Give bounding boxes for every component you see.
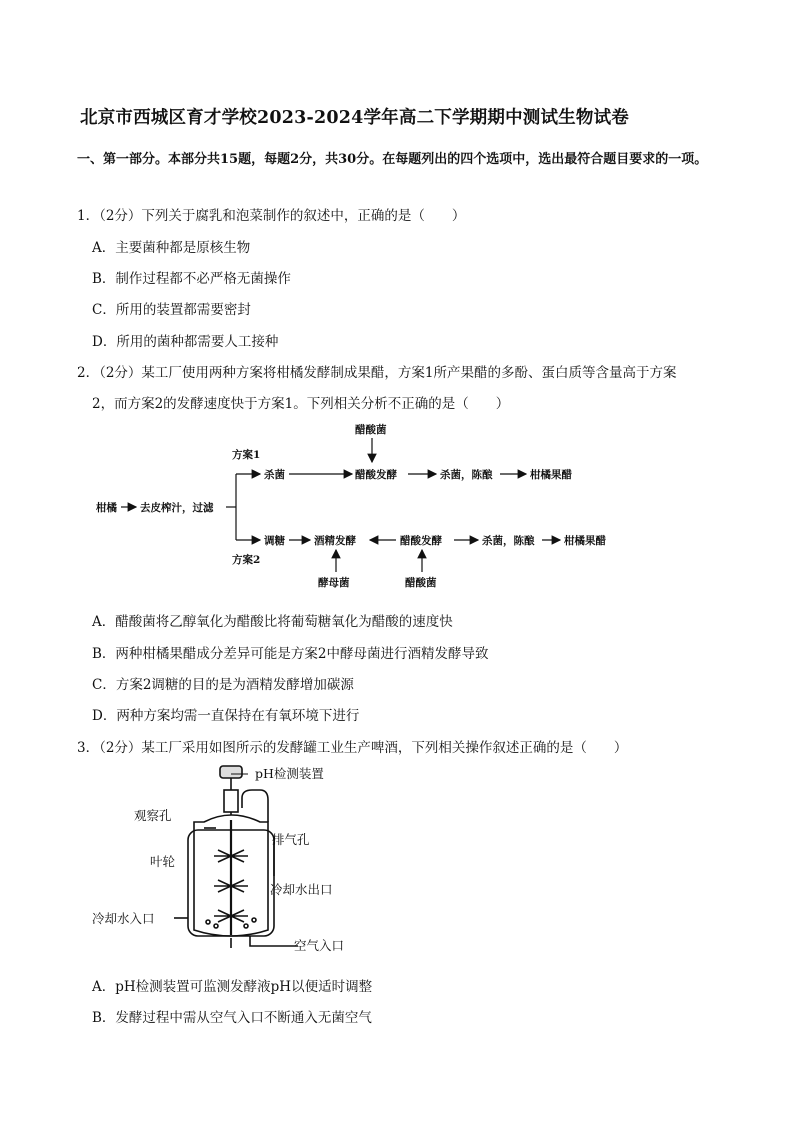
p1-sterilize: 杀菌	[264, 469, 285, 481]
label-water-out: 冷却水出口	[270, 882, 333, 897]
question-2-option-b[interactable]: B．两种柑橘果醋成分差异可能是方案2中酵母菌进行酒精发酵导致	[92, 646, 489, 662]
section-heading: 一、第一部分。本部分共15题，每题2分，共30分。在每题列出的四个选项中，选出最符合题目要求的一项。	[77, 152, 708, 167]
label-ph-device: pH检测装置	[255, 766, 324, 781]
p2-product: 柑橘果醋	[564, 535, 606, 547]
question-2-stem-line2: 2，而方案2的发酵速度快于方案1。下列相关分析不正确的是（ ）	[92, 396, 510, 412]
question-3-stem: 3．（2分）某工厂采用如图所示的发酵罐工业生产啤酒，下列相关操作叙述正确的是（ ）	[77, 740, 628, 756]
plan-2-label: 方案2	[232, 554, 261, 566]
p1-acetic-bacteria: 醋酸菌	[355, 424, 387, 436]
p2-sterilize-age: 杀菌，陈酿	[482, 535, 535, 547]
label-water-in: 冷却水入口	[92, 911, 155, 926]
p1-sterilize-age: 杀菌，陈酿	[440, 469, 493, 481]
question-1-option-b[interactable]: B．制作过程都不必严格无菌操作	[92, 271, 291, 287]
plan-1-label: 方案1	[232, 449, 261, 461]
question-3-option-b[interactable]: B．发酵过程中需从空气入口不断通入无菌空气	[92, 1010, 372, 1026]
node-juice: 去皮榨汁，过滤	[140, 502, 214, 514]
question-1-option-c[interactable]: C．所用的装置都需要密封	[92, 302, 251, 318]
question-2-stem-line1: 2．（2分）某工厂使用两种方案将柑橘发酵制成果醋，方案1所产果醋的多酚、蛋白质等含量高于方案	[77, 365, 677, 381]
vinegar-process-flowchart	[90, 418, 650, 593]
label-impeller: 叶轮	[150, 854, 176, 869]
question-2-option-d[interactable]: D．两种方案均需一直保持在有氧环境下进行	[92, 708, 360, 724]
p2-sugar: 调糖	[264, 535, 285, 547]
node-start: 柑橘	[96, 502, 117, 514]
page-title: 北京市西城区育才学校2023-2024学年高二下学期期中测试生物试卷	[80, 108, 629, 128]
label-air-in: 空气入口	[294, 938, 345, 953]
p2-alcohol-fermentation: 酒精发酵	[314, 535, 356, 547]
question-1-option-a[interactable]: A．主要菌种都是原核生物	[92, 240, 251, 256]
p1-acetic-fermentation: 醋酸发酵	[355, 469, 397, 481]
label-vent: 排气孔	[272, 832, 310, 847]
fermenter-diagram	[90, 760, 390, 960]
p2-acetic-bacteria: 醋酸菌	[405, 577, 437, 589]
question-1-stem: 1．（2分）下列关于腐乳和泡菜制作的叙述中，正确的是（ ）	[77, 208, 466, 224]
question-3-option-a[interactable]: A．pH检测装置可监测发酵液pH以便适时调整	[92, 979, 373, 995]
p1-product: 柑橘果醋	[530, 469, 572, 481]
label-window: 观察孔	[134, 808, 172, 823]
question-1-option-d[interactable]: D．所用的菌种都需要人工接种	[92, 334, 279, 350]
question-2-option-a[interactable]: A．醋酸菌将乙醇氧化为醋酸比将葡萄糖氧化为醋酸的速度快	[92, 614, 453, 630]
p2-acetic-fermentation: 醋酸发酵	[400, 535, 442, 547]
p2-yeast: 酵母菌	[318, 577, 350, 589]
question-2-option-c[interactable]: C．方案2调糖的目的是为酒精发酵增加碳源	[92, 677, 354, 693]
